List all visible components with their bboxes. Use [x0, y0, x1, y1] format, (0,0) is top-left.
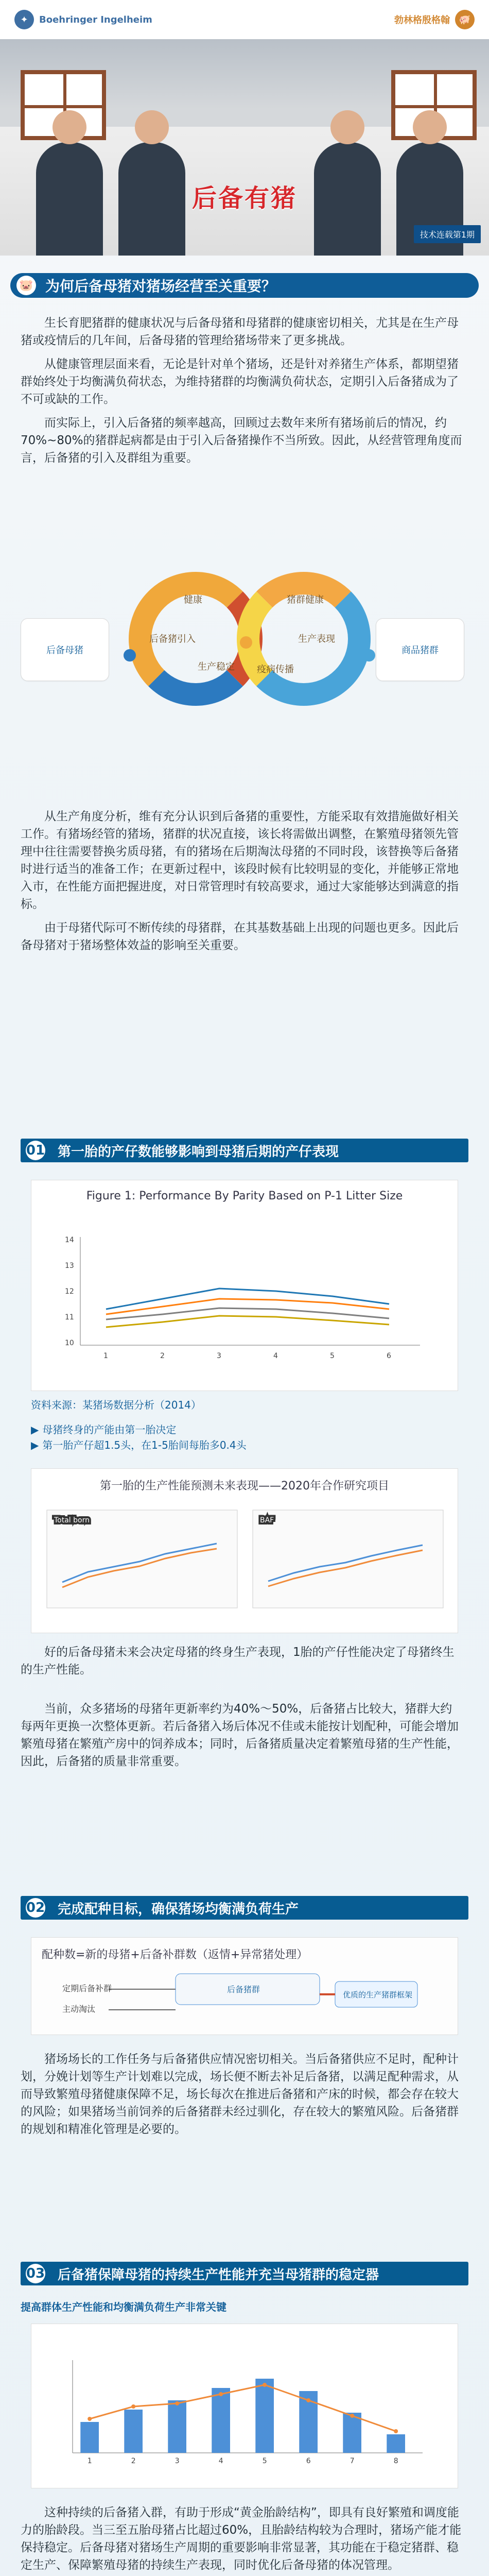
hero-title: 后备有猪: [191, 184, 297, 213]
section-1-paragraph: [21, 1643, 463, 1685]
line-point: [88, 2417, 92, 2421]
intro-paragraph-1: 生长育肥猪群的健康状况与后备母猪和母猪群的健康密切相关，尤其是在生产母猪或疫情后的几年间，后备母猪的管理给猪场带来了更多挑战。: [21, 316, 459, 347]
section-1-title: 第一胎的产仔数能够影响到母猪后期的产仔表现: [58, 1144, 339, 1160]
left-brand-text: Boehringer Ingelheim: [39, 14, 152, 25]
section-2-title: 完成配种目标，确保猪场均衡满负荷生产: [58, 1901, 299, 1917]
forecast-chart-box: [31, 1468, 458, 1633]
parity-chart-box: [31, 1180, 458, 1391]
intro-paragraph-3: 而实际上，引入后备猪的频率越高，回顾过去数年来所有猪场前后的情况，约70%~80%的猪群起病都是由于引入后备猪操作不当所致。因此，从经营管理角度而言，后备猪的引入及群组为重要。: [21, 416, 462, 465]
cycle-label-5: 生产表现: [298, 634, 335, 645]
formula-label-1: 定期后备补群: [62, 1984, 112, 1993]
section-1-paragraph-text: 好的后备母猪未来会决定母猪的终身生产表现，1胎的产仔性能决定了母猪终生的生产性能。: [21, 1646, 455, 1676]
line-point: [394, 2429, 398, 2433]
section-2-paragraph: 猪场场长的工作任务与后备猪供应情况密切相关。当后备猪供应不足时，配种计划，分娩计划等生产计划难以完成，场长便不断去补足后备猪，以满足配种需求，从而导致繁殖母猪健康保障不足，场长每次在推进后备猪和产床的时候，都会存在较大的风险；如果猪场当前饲养的后备猪群未经过驯化，存在较大的繁殖风险。后备猪群的规划和精准化管理是必要的。: [21, 2053, 459, 2136]
cycle-dot-2: [240, 636, 252, 649]
svg-text:13: 13: [65, 1262, 74, 1270]
svg-text:11: 11: [65, 1313, 74, 1321]
section-1-supplement: [21, 1700, 463, 1776]
parity-line-chart: [49, 1216, 441, 1371]
bar-mark: [124, 2410, 143, 2453]
formula-label-2: 后备猪群: [227, 1985, 260, 1994]
header-bar: [0, 0, 489, 39]
bar-mark: [255, 2379, 274, 2453]
cycle-label-2: 后备猪引入: [149, 634, 196, 645]
right-brand-text: 勃林格殷格翰: [394, 15, 450, 26]
line-point: [175, 2401, 179, 2405]
cycle-dot-1: [124, 649, 136, 662]
presenter-1: [36, 142, 103, 256]
right-brand: [394, 10, 475, 29]
left-pig-card: 后备母猪: [21, 618, 109, 681]
pig-logo-icon: 🐖: [455, 10, 475, 29]
section-3-number: 03: [26, 2264, 45, 2283]
bar-mark: [80, 2422, 99, 2453]
section-3-band: [21, 2262, 468, 2285]
bullet-1: ▶ 母猪终身的产能由第一胎决定: [31, 1423, 177, 1436]
cycle-label-1: 健康: [184, 595, 202, 605]
bar-mark: [387, 2434, 405, 2453]
line-point: [219, 2392, 223, 2396]
pig-badge-icon: 🐷: [16, 276, 36, 295]
bar-tick-label: 1: [87, 2457, 92, 2465]
production-paragraph-2: 由于母猪代际可不断传续的母猪群，在其基数基础上出现的问题也更多。因此后备母猪对于猪场整体效益的影响至关重要。: [21, 921, 459, 952]
line-point: [131, 2404, 135, 2409]
bar-tick-label: 7: [350, 2457, 355, 2465]
cycle-dot-3: [363, 649, 375, 662]
section-3-caption: 提高群体生产性能和均衡满负荷生产非常关键: [21, 2301, 226, 2313]
section-3-title: 后备猪保障母猪的持续生产性能并充当母猪群的稳定器: [58, 2267, 379, 2283]
parity-chart-title: Figure 1: Performance By Parity Based on P-1 Litter Size: [86, 1190, 403, 1202]
production-text: [21, 808, 463, 960]
intro-title-bar: [10, 273, 479, 298]
intro-title: 为何后备母猪对猪场经营至关重要？: [45, 278, 276, 295]
section-1-supplement-text: 当前，众多猪场的母猪年更新率约为40%～50%，后备猪占比较大，猪群大约每两年更换一次整体更新。若后备猪入场后体况不佳或未能按计划配种，可能会增加繁殖母猪在繁殖产房中的饲养成本；同时，后备猪质量决定着繁殖母猪的生产性能，因此，后备猪的质量非常重要。: [21, 1702, 459, 1768]
section-1-bullets: [31, 1422, 458, 1453]
intro-paragraph-2: 从健康管理层面来看，无论是针对单个猪场，还是针对养猪生产体系，都期望猪群始终处于均衡满负荷状态，为维持猪群的均衡满负荷状态，定期引入后备猪成为了不可或缺的工作。: [21, 358, 459, 406]
section-1-number: 01: [26, 1141, 45, 1160]
forecast-dual-chart: [42, 1505, 448, 1618]
forecast-chart-title: 第一胎的生产性能预测未来表现——2020年合作研究项目: [100, 1480, 389, 1493]
svg-text:4: 4: [273, 1352, 278, 1360]
hero-subtitle: 技术连载第1期: [414, 225, 481, 243]
boehringer-logo: [14, 10, 152, 29]
formula-diagram: [47, 1969, 438, 2025]
svg-text:Total born: Total born: [54, 1516, 90, 1524]
cycle-label-4: 猪群健康: [287, 595, 324, 605]
brand-logo-icon: ✦: [14, 10, 34, 29]
bar-mark: [212, 2388, 230, 2453]
section-2-text: [21, 2050, 463, 2144]
hero-banner: [0, 39, 489, 256]
cycle-label-3: 生产稳定: [198, 662, 235, 672]
svg-text:14: 14: [65, 1236, 74, 1244]
section-3-chart-box: [31, 2324, 458, 2488]
formula-box: [31, 1937, 458, 2035]
formula-label-4: 优质的生产猪群框架: [343, 1990, 413, 1999]
cycle-label-6: 疫病传播: [257, 664, 294, 675]
bar-tick-label: 6: [306, 2457, 311, 2465]
svg-text:3: 3: [217, 1352, 221, 1360]
bar-tick-label: 2: [131, 2457, 136, 2465]
section-2-number: 02: [26, 1898, 45, 1918]
line-point: [263, 2383, 267, 2387]
line-point: [306, 2398, 310, 2402]
bar-tick-label: 3: [174, 2457, 180, 2465]
right-pig-card: 商品猪群: [376, 618, 464, 681]
health-cycle-diagram: [21, 531, 468, 788]
bar-mark: [168, 2400, 186, 2453]
svg-text:2: 2: [160, 1352, 165, 1360]
svg-text:10: 10: [65, 1339, 74, 1347]
formula-label-3: 主动淘汰: [62, 2004, 96, 2014]
svg-text:5: 5: [330, 1352, 335, 1360]
bullet-2: ▶ 第一胎产仔超1.5头，在1-5胎间每胎多0.4头: [31, 1439, 247, 1451]
presenter-3: [314, 142, 381, 256]
bar-tick-label: 8: [393, 2457, 398, 2465]
production-paragraph-1: 从生产角度分析，维有充分认识到后备猪的重要性，方能采取有效措施做好相关工作。有猪场经管的猪场，猪群的状况直接，该长将需做出调整，在繁殖母猪领先管理中往往需要替换劣质母猪，有的猪场在后期淘汰母猪的不同时段，该替换等后备猪时进行适当的准备工作；在更新过程中，该段时候有比较明显的变化，并能够正常地入市，在性能方面把握进度，对日常管理时有较高要求，通过大家能够达到满意的指标。: [21, 810, 459, 911]
svg-text:6: 6: [387, 1352, 391, 1360]
parity-chart-note: 资料来源：某猪场数据分析（2014）: [31, 1399, 201, 1411]
line-point: [350, 2414, 354, 2418]
bar-tick-label: 4: [218, 2457, 223, 2465]
svg-text:1: 1: [103, 1352, 108, 1360]
intro-text: [21, 314, 463, 473]
svg-text:12: 12: [65, 1287, 74, 1296]
section-2-band: [21, 1896, 468, 1920]
bar-tick-label: 5: [262, 2457, 267, 2465]
formula-text: 配种数=新的母猪+后备补群数（返情+异常猪处理）: [42, 1948, 308, 1961]
svg-text:BAF: BAF: [260, 1516, 274, 1524]
section-3-paragraph: 这种持续的后备猪入群，有助于形成“黄金胎龄结构”，即具有良好繁殖和调度能力的胎龄段。当三至五胎母猪占比超过60%，且胎龄结构较为合理时，猪场产能才能保持稳定。后备母猪对猪场生产周期的重要影响非常显著，其功能在于稳定猪群、稳定生产、保障繁殖母猪的持续生产表现，同时优化后备母猪的体况管理。: [21, 2506, 462, 2572]
section-3-bar-line-chart: [42, 2334, 448, 2479]
section-3-text: [21, 2504, 463, 2576]
section-1-band: [21, 1139, 468, 1162]
